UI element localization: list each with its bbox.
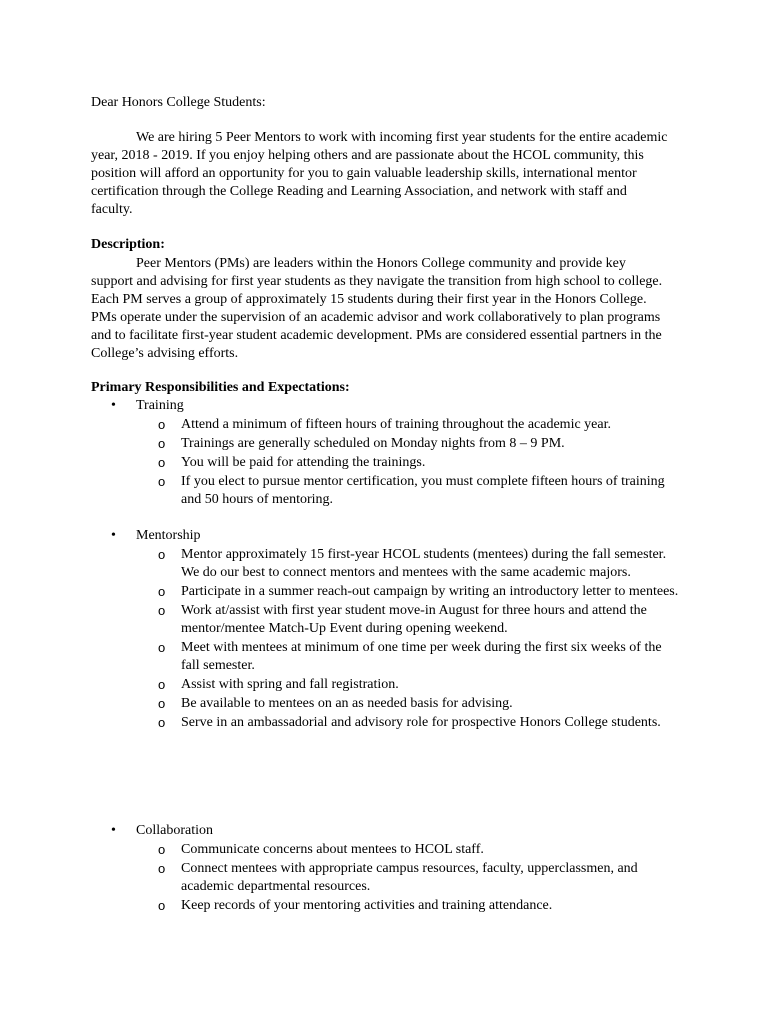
sub-bullet-icon: o [158,603,166,618]
sub-item-text: Meet with mentees at minimum of one time per week during the first six weeks of the fall semester. [181,640,662,673]
sub-bullet-icon: o [158,861,166,876]
sub-item-text: Mentor approximately 15 first-year HCOL students (mentees) during the fall semester. We do our best to connect mentors and mentees with the same academic majors. [181,547,667,580]
salutation: Dear Honors College Students: [91,95,266,110]
sub-list-item [158,416,681,434]
sub-list-item [158,546,681,582]
sub-bullet-icon: o [158,455,166,470]
sub-list-item [158,695,681,713]
sub-list-item [158,583,681,601]
sub-bullet-icon: o [158,547,166,562]
bullet-icon: • [111,528,116,543]
bullet-icon: • [111,823,116,838]
sub-bullet-icon: o [158,584,166,599]
sub-list-item [158,473,681,509]
intro-paragraph: We are hiring 5 Peer Mentors to work with incoming first year students for the entire academic year, 2018 - 2019. If you enjoy helping others and are passionate about the HCOL community, this position will afford an opportunity for you to gain valuable leadership skills, international mentor certification through the College Reading and Learning Association, and network with staff and faculty. [91,130,668,217]
sub-list-item [158,714,681,732]
sub-item-text: Trainings are generally scheduled on Monday nights from 8 – 9 PM. [181,436,565,451]
sub-list-item [158,454,681,472]
bullet-label: Collaboration [136,823,213,838]
bullet-icon: • [111,398,116,413]
sub-item-text: Serve in an ambassadorial and advisory role for prospective Honors College students. [181,715,661,730]
sub-item-text: If you elect to pursue mentor certification, you must complete fifteen hours of training and 50 hours of mentoring. [181,474,665,507]
collaboration-section [0,822,770,915]
description-heading: Description: [91,237,165,252]
sub-item-text: Connect mentees with appropriate campus resources, faculty, upperclassmen, and academic departmental resources. [181,861,638,894]
sub-item-text: Keep records of your mentoring activities and training attendance. [181,898,553,913]
bullet-label: Training [136,398,184,413]
sub-list-item [158,897,681,915]
sub-item-text: Be available to mentees on an as needed basis for advising. [181,696,513,711]
sub-list-item [158,639,681,675]
sub-list-item [158,676,681,694]
bullet-item-mentorship [0,527,770,545]
bullet-item-collaboration [0,822,770,840]
sub-list-item [158,841,681,859]
sub-item-text: Work at/assist with first year student move-in August for three hours and attend the mentor/mentee Match-Up Event during opening weekend. [181,603,647,636]
training-section [0,397,770,509]
sub-bullet-icon: o [158,898,166,913]
sub-list-item [158,602,681,638]
sub-item-text: You will be paid for attending the trainings. [181,455,426,470]
sub-list-item [158,860,681,896]
sub-bullet-icon: o [158,417,166,432]
responsibilities-heading: Primary Responsibilities and Expectations: [91,380,350,395]
sub-item-text: Assist with spring and fall registration. [181,677,399,692]
sub-item-text: Attend a minimum of fifteen hours of training throughout the academic year. [181,417,611,432]
sub-bullet-icon: o [158,677,166,692]
sub-item-text: Participate in a summer reach-out campaign by writing an introductory letter to mentees. [181,584,679,599]
sub-bullet-icon: o [158,436,166,451]
sub-bullet-icon: o [158,474,166,489]
bullet-label: Mentorship [136,528,201,543]
description-paragraph: Peer Mentors (PMs) are leaders within the Honors College community and provide key support and advising for first year students as they navigate the transition from high school to college. Each PM serves a group of approximately 15 students during their first year in the Honors College. PMs operate under the supervision of an academic advisor and work collaboratively to plan programs and to facilitate first-year student academic development. PMs are considered essential partners in the College’s advising efforts. [91,256,663,361]
mentorship-section [0,527,770,732]
bullet-item-training [0,397,770,415]
sub-list-item [158,435,681,453]
sub-bullet-icon: o [158,640,166,655]
sub-bullet-icon: o [158,715,166,730]
sub-item-text: Communicate concerns about mentees to HCOL staff. [181,842,484,857]
sub-bullet-icon: o [158,842,166,857]
sub-bullet-icon: o [158,696,166,711]
